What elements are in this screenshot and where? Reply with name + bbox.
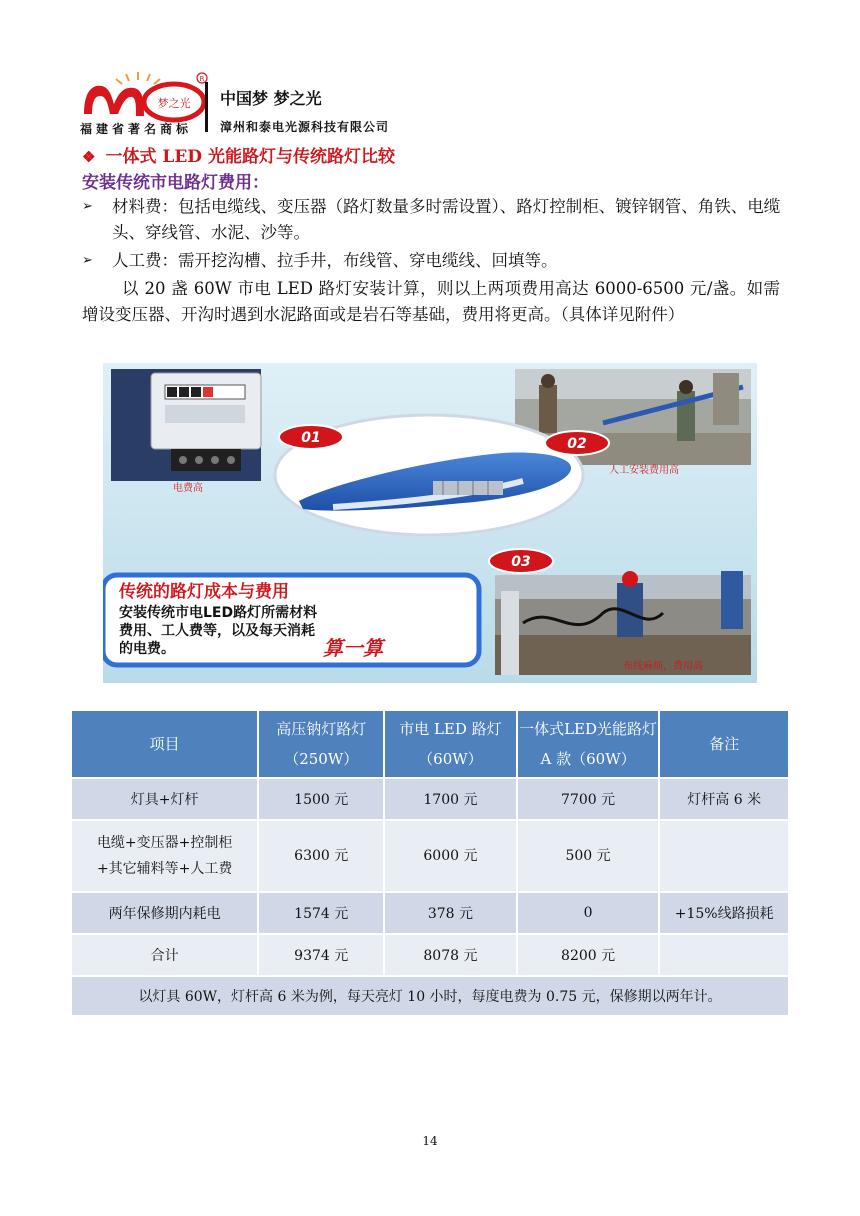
table-cell: 电缆+变压器+控制柜+其它辅料等+人工费 [71, 820, 258, 892]
svg-text:电费高: 电费高 [173, 483, 203, 494]
arrow-bullet-icon: ➢ [82, 199, 93, 214]
logo-tagline: 福建省著名商标 [80, 122, 193, 136]
header-solar-led: 一体式LED光能路灯 A 款（60W） [517, 710, 660, 778]
table-cell: 6000 元 [384, 820, 517, 892]
table-cell: 灯杆高 6 米 [659, 778, 789, 820]
badge-01 [279, 425, 343, 449]
subheading: 安装传统市电路灯费用： [82, 173, 269, 193]
section-title: ❖ 一体式 LED 光能路灯与传统路灯比较 [82, 147, 395, 167]
svg-text:02: 02 [567, 436, 587, 452]
table-note: 以灯具 60W，灯杆高 6 米为例，每天亮灯 10 小时，每度电费为 0.75 元，保修期以两年计。 [71, 976, 789, 1016]
header-remarks: 备注 [659, 710, 789, 778]
arrow-bullet-icon: ➢ [82, 253, 93, 268]
table-row [71, 934, 789, 976]
wiring-work-photo [495, 571, 751, 675]
table-cell [659, 934, 789, 976]
header-divider [205, 82, 208, 132]
cost-paragraph: 以 20 盏 60W 市电 LED 路灯安装计算，则以上两项费用高达 6000-6500 元/盏。如需增设变压器、开沟时遇到水泥路面或是岩石等基础，费用将更高。（具体详见附件） [82, 279, 780, 324]
logo-m-shape [84, 86, 144, 116]
table-cell: 378 元 [384, 892, 517, 934]
svg-text:01: 01 [301, 430, 321, 446]
diamond-bullet-icon: ❖ [82, 148, 96, 166]
table-cell [659, 820, 789, 892]
table-cell: 1700 元 [384, 778, 517, 820]
table-cell: 1500 元 [258, 778, 384, 820]
company-name: 漳州和泰电光源科技有限公司 [220, 120, 390, 134]
svg-text:费用、工人费等，以及每天消耗: 费用、工人费等，以及每天消耗 [119, 623, 315, 639]
table-cell: 合计 [71, 934, 258, 976]
table-cell: 两年保修期内耗电 [71, 892, 258, 934]
table-header-row [71, 710, 789, 778]
svg-text:梦之光: 梦之光 [157, 97, 191, 110]
svg-text:安装传统市电LED路灯所需材料: 安装传统市电LED路灯所需材料 [119, 605, 318, 621]
cost-callout-box [103, 575, 479, 665]
table-cell: 1574 元 [258, 892, 384, 934]
table-cell: 0 [517, 892, 660, 934]
svg-text:R: R [199, 75, 205, 83]
table-cell: 500 元 [517, 820, 660, 892]
badge-03 [489, 549, 553, 573]
table-cell: 9374 元 [258, 934, 384, 976]
svg-text:人工安装费用高: 人工安装费用高 [609, 465, 679, 476]
svg-text:的电费。: 的电费。 [119, 641, 175, 657]
logo-rays-icon [116, 72, 160, 84]
header-item: 项目 [71, 710, 258, 778]
badge-02 [545, 431, 609, 455]
table-cell: 7700 元 [517, 778, 660, 820]
table-cell: 6300 元 [258, 820, 384, 892]
table-note-row [71, 976, 789, 1016]
table-row [71, 778, 789, 820]
svg-text:传统的路灯成本与费用: 传统的路灯成本与费用 [119, 582, 289, 602]
header-sodium-lamp: 高压钠灯路灯（250W） [258, 710, 384, 778]
svg-text:布线麻烦，费用高: 布线麻烦，费用高 [623, 661, 703, 672]
table-row [71, 820, 789, 892]
brand-slogan: 中国梦 梦之光 [220, 89, 322, 108]
svg-text:03: 03 [511, 554, 531, 570]
table-cell: 8200 元 [517, 934, 660, 976]
table-cell: +15%线路损耗 [659, 892, 789, 934]
header-grid-led: 市电 LED 路灯（60W） [384, 710, 517, 778]
comparison-table [70, 709, 790, 1017]
page-number: 14 [422, 1134, 438, 1148]
table-row [71, 892, 789, 934]
cost-collage-image [103, 363, 757, 683]
table-cell: 灯具+灯杆 [71, 778, 258, 820]
svg-text:算一算: 算一算 [323, 636, 383, 660]
electric-meter-photo [111, 369, 261, 481]
table-cell: 8078 元 [384, 934, 517, 976]
